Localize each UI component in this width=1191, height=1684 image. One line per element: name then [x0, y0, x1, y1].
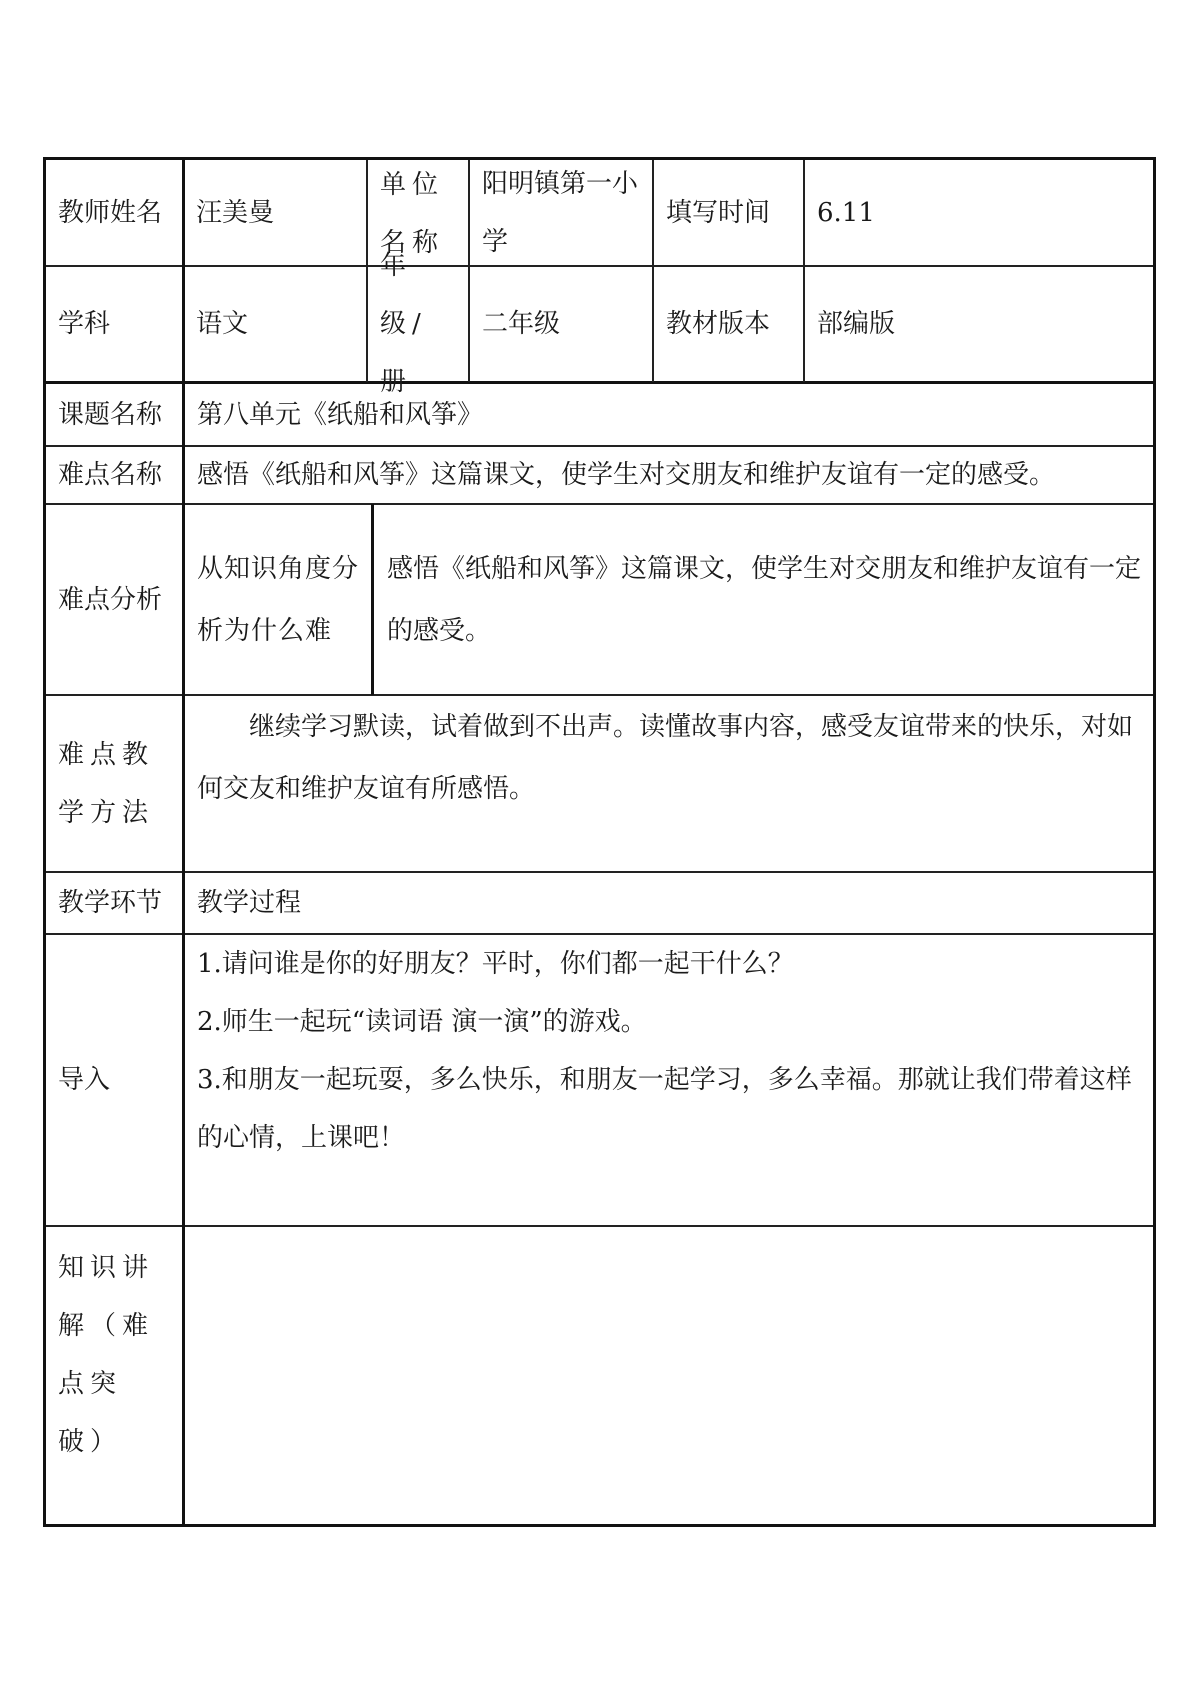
fill-date-label: 填写时间: [666, 197, 771, 228]
intro-label: 导入: [58, 1065, 111, 1095]
column-divider: [371, 504, 374, 695]
intro-item: 2.师生一起玩“读词语 演一演”的游戏。: [197, 1007, 647, 1037]
knowledge-label: 知识讲解（难点突破）: [58, 1253, 155, 1457]
edition-label: 教材版本: [666, 309, 771, 339]
grade-label: 年级/册: [380, 251, 427, 397]
topic-label: 课题名称: [58, 399, 163, 430]
method-label: 难点教学方法: [58, 739, 155, 828]
method-value: 继续学习默读，试着做到不出声。读懂故事内容，感受友谊带来的快乐，对如何交友和维护友谊有所感悟。: [197, 712, 1134, 804]
process-header: 教学过程: [197, 888, 302, 918]
intro-item: 3.和朋友一起玩耍，多么快乐，和朋友一起学习，多么幸福。那就让我们带着这样的心情，上课吧！: [197, 1065, 1132, 1153]
difficulty-label: 难点名称: [58, 460, 163, 490]
unit-name-label: 单位名称: [380, 169, 445, 258]
stage-header: 教学环节: [58, 888, 163, 918]
grade-value: 二年级: [482, 309, 561, 339]
difficulty-value: 感悟《纸船和风筝》这篇课文，使学生对交朋友和维护友谊有一定的感受。: [197, 460, 1056, 490]
intro-item: 1.请问谁是你的好朋友？平时，你们都一起干什么？: [197, 949, 794, 979]
analysis-sub-label: 从知识角度分析为什么难: [197, 553, 360, 646]
topic-value: 第八单元《纸船和风筝》: [197, 399, 484, 430]
analysis-label: 难点分析: [58, 584, 163, 615]
teacher-name-label: 教师姓名: [58, 197, 163, 228]
knowledge-content: [185, 1227, 1153, 1524]
intro-content: [185, 935, 1153, 1225]
unit-name-value: 阳明镇第一小学: [482, 168, 639, 257]
teacher-name-value: 汪美曼: [196, 197, 275, 228]
subject-value: 语文: [196, 309, 249, 339]
subject-label: 学科: [58, 309, 111, 339]
fill-date-value: 6.11: [817, 197, 875, 228]
edition-value: 部编版: [817, 309, 896, 339]
analysis-value: 感悟《纸船和风筝》这篇课文，使学生对交朋友和维护友谊有一定的感受。: [387, 553, 1142, 646]
lesson-plan-table: [43, 157, 1156, 1527]
